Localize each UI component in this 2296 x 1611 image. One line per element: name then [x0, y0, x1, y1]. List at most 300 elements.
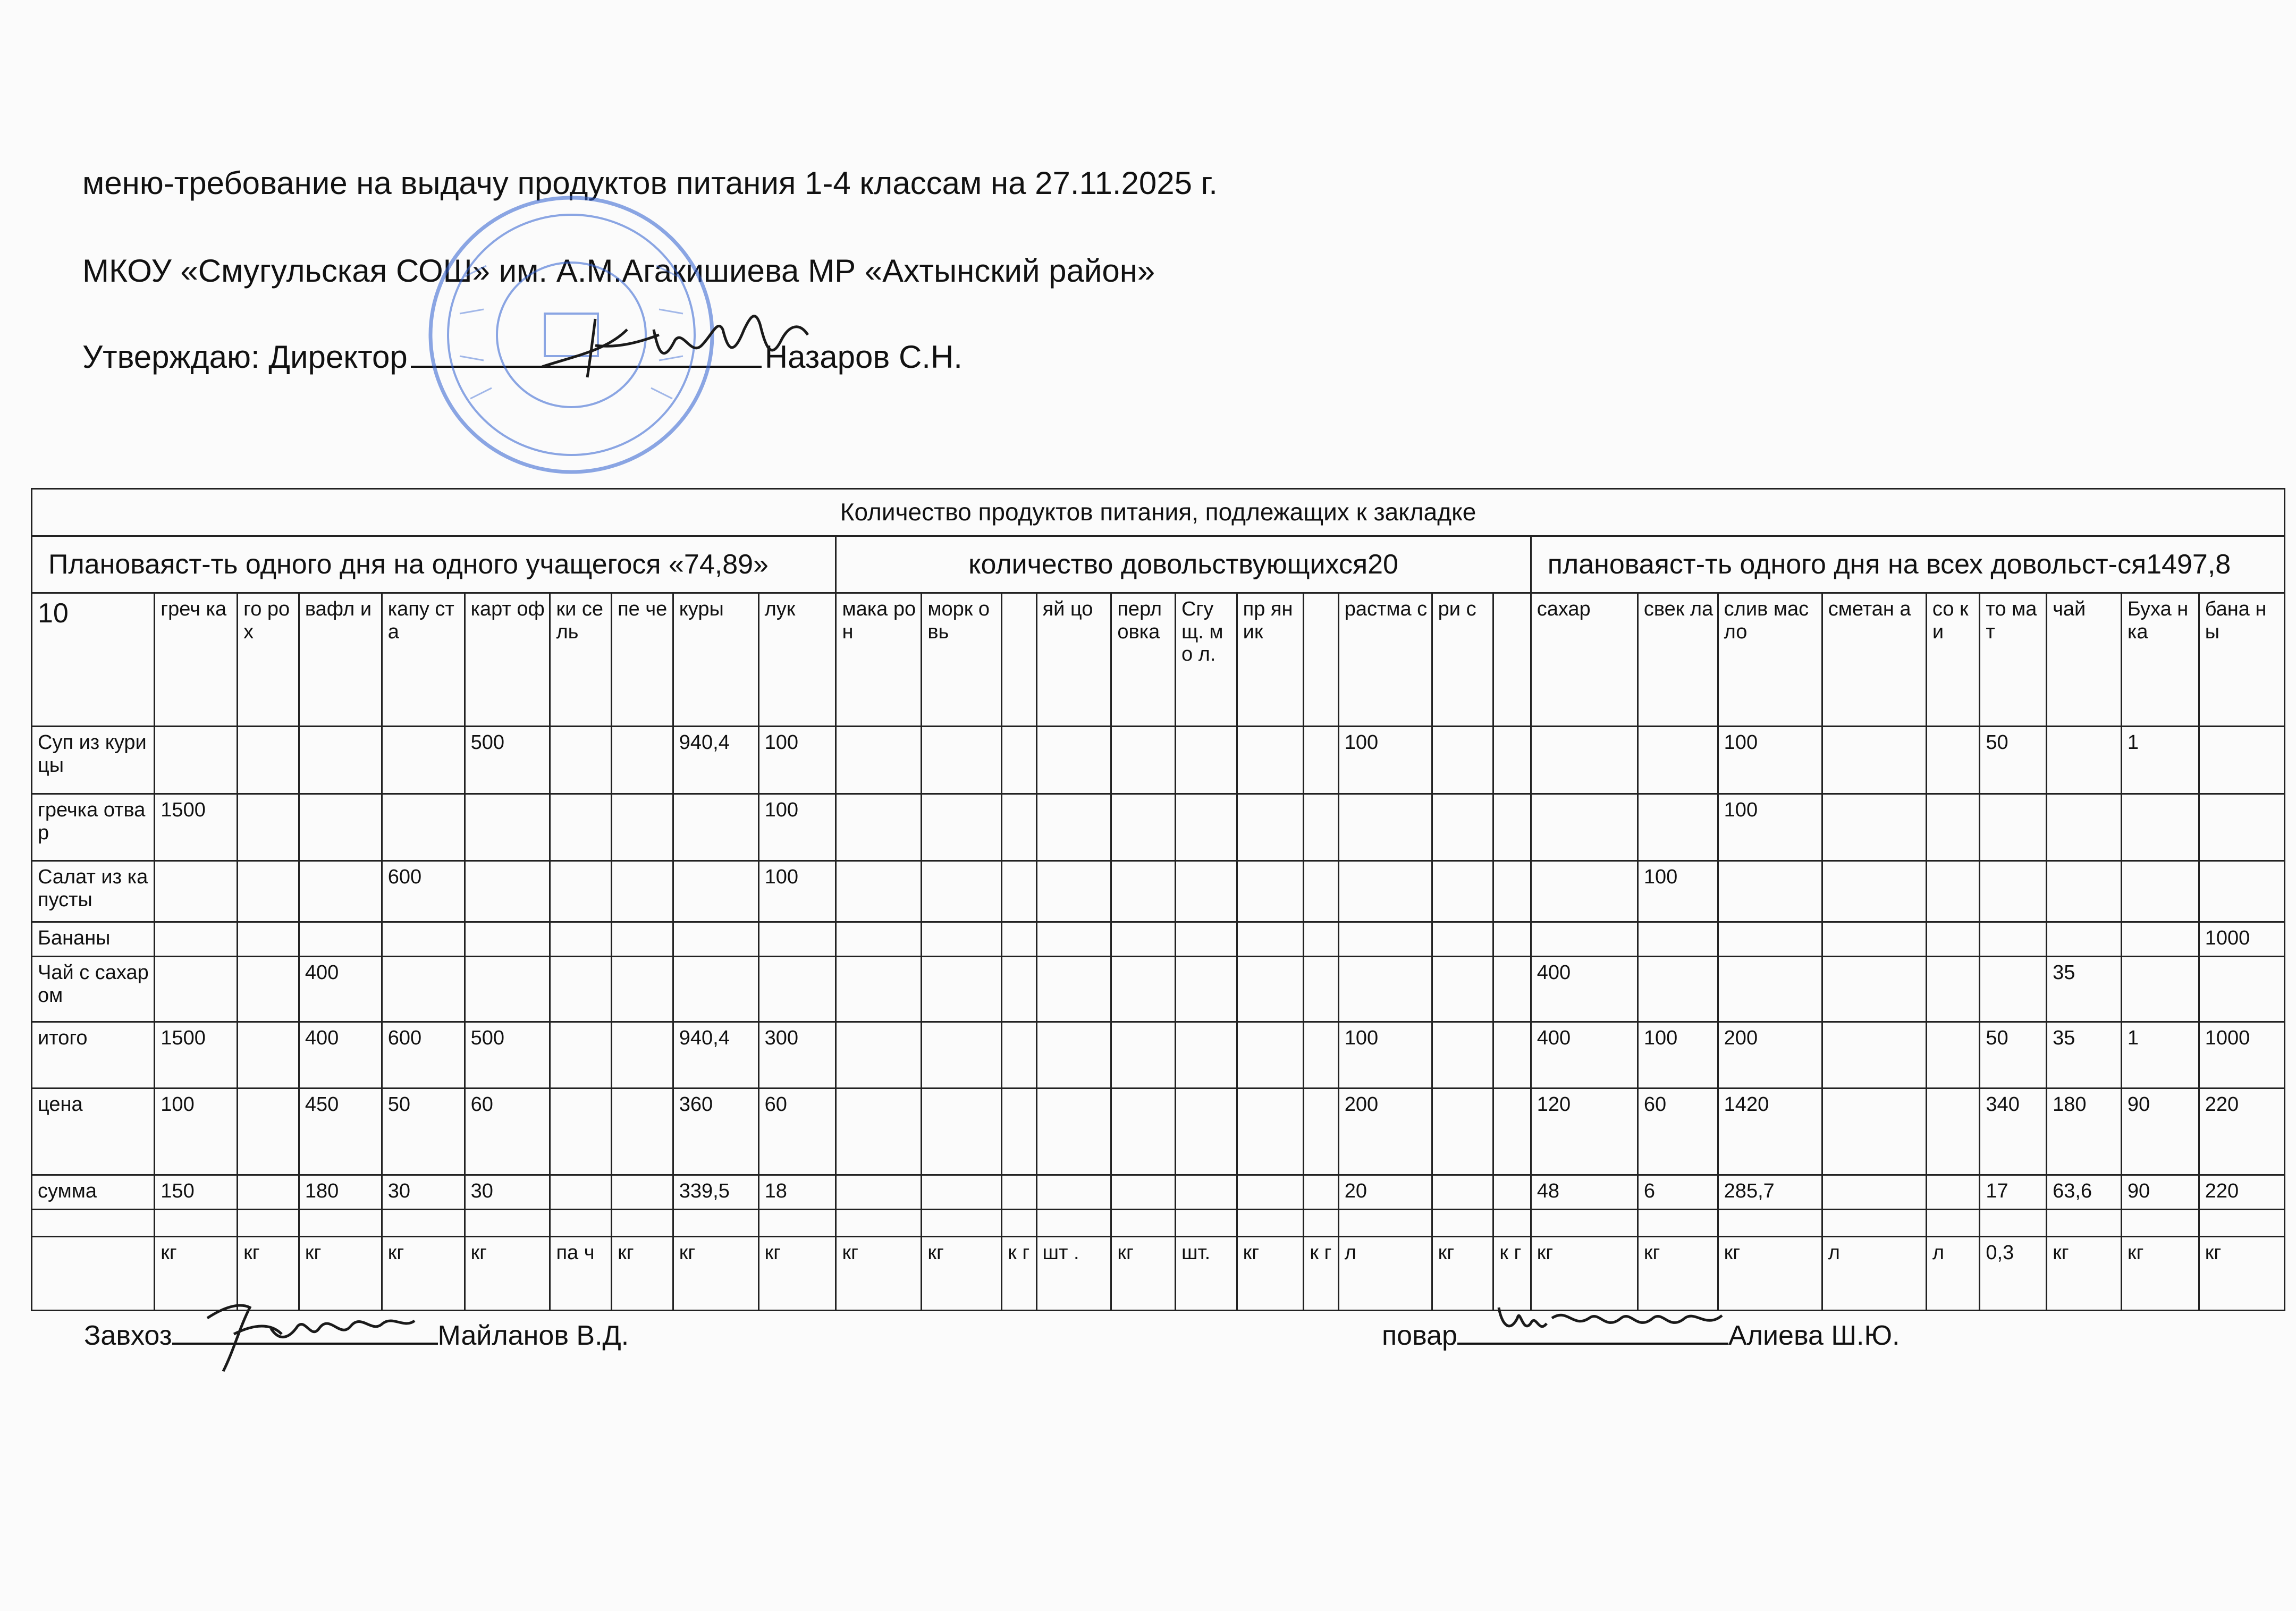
- table-cell: [1002, 1210, 1036, 1237]
- table-cell: [922, 794, 1002, 861]
- zavhoz-name: Майланов В.Д.: [437, 1320, 629, 1351]
- table-cell: [299, 922, 382, 957]
- table-cell: [836, 1089, 922, 1175]
- table-cell: [1111, 794, 1176, 861]
- unit-cell: л: [1822, 1237, 1926, 1311]
- table-cell: [1432, 1089, 1493, 1175]
- table-cell: [550, 794, 612, 861]
- table-cell: [1237, 957, 1304, 1022]
- table-cell: [1175, 1175, 1237, 1210]
- table-cell: [382, 794, 465, 861]
- table-cell: [2047, 1210, 2122, 1237]
- table-cell: [1036, 1210, 1111, 1237]
- table-cell: [1493, 957, 1531, 1022]
- table-cell: 60: [1637, 1089, 1718, 1175]
- table-cell: [1111, 861, 1176, 922]
- table-cell: [1432, 794, 1493, 861]
- table-cell: [1980, 794, 2047, 861]
- table-cell: 1000: [2199, 1022, 2284, 1089]
- unit-cell: 0,3: [1980, 1237, 2047, 1311]
- table-cell: [922, 957, 1002, 1022]
- table-cell: [1338, 861, 1432, 922]
- table-cell: 200: [1718, 1022, 1822, 1089]
- units-label: [32, 1237, 155, 1311]
- table-cell: 340: [1980, 1089, 2047, 1175]
- table-cell: [1926, 1175, 1980, 1210]
- column-header: растма с: [1338, 593, 1432, 727]
- unit-cell: кг: [299, 1237, 382, 1311]
- table-row: [32, 1089, 2285, 1175]
- table-cell: 220: [2199, 1089, 2284, 1175]
- table-cell: [836, 1022, 922, 1089]
- table-cell: 450: [299, 1089, 382, 1175]
- unit-cell: кг: [836, 1237, 922, 1311]
- table-row: [32, 957, 2285, 1022]
- table-cell: [1493, 1022, 1531, 1089]
- table-cell: [836, 957, 922, 1022]
- povar-label: повар: [1382, 1320, 1457, 1351]
- table-cell: [1111, 1210, 1176, 1237]
- table-cell: [2199, 794, 2284, 861]
- table-cell: [1036, 922, 1111, 957]
- unit-cell: кг: [673, 1237, 758, 1311]
- table-cell: 100: [758, 727, 836, 794]
- table-cell: [612, 957, 673, 1022]
- table-cell: [238, 957, 299, 1022]
- table-cell: 220: [2199, 1175, 2284, 1210]
- table-cell: 50: [1980, 1022, 2047, 1089]
- table-cell: [1036, 1175, 1111, 1210]
- table-cell: 90: [2121, 1175, 2199, 1210]
- table-cell: [1637, 794, 1718, 861]
- column-header: капу ста: [382, 593, 465, 727]
- table-cell: 400: [299, 957, 382, 1022]
- row-name: цена: [32, 1089, 155, 1175]
- table-cell: [612, 1175, 673, 1210]
- table-cell: [1237, 794, 1304, 861]
- table-cell: [238, 1175, 299, 1210]
- table-cell: [1493, 861, 1531, 922]
- row-name: итого: [32, 1022, 155, 1089]
- table-cell: [1304, 957, 1338, 1022]
- unit-cell: к г: [1002, 1237, 1036, 1311]
- table-cell: 100: [1637, 1022, 1718, 1089]
- unit-cell: кг: [1718, 1237, 1822, 1311]
- table-cell: [922, 922, 1002, 957]
- table-cell: [1822, 1089, 1926, 1175]
- table-cell: [922, 861, 1002, 922]
- table-cell: [155, 922, 238, 957]
- table-cell: [758, 1210, 836, 1237]
- row-name: гречка отвар: [32, 794, 155, 861]
- unit-cell: кг: [922, 1237, 1002, 1311]
- table-cell: 50: [1980, 727, 2047, 794]
- column-header: чай: [2047, 593, 2122, 727]
- table-cell: [1175, 1022, 1237, 1089]
- table-cell: [1304, 861, 1338, 922]
- table-cell: [922, 1175, 1002, 1210]
- table-cell: [299, 794, 382, 861]
- table-cell: [1002, 727, 1036, 794]
- table-cell: 150: [155, 1175, 238, 1210]
- column-header: пе че: [612, 593, 673, 727]
- table-cell: [1175, 794, 1237, 861]
- table-cell: [2121, 1210, 2199, 1237]
- unit-cell: кг: [758, 1237, 836, 1311]
- table-cell: [2199, 861, 2284, 922]
- table-cell: 200: [1338, 1089, 1432, 1175]
- unit-cell: к г: [1304, 1237, 1338, 1311]
- unit-cell: кг: [382, 1237, 465, 1311]
- table-cell: 940,4: [673, 727, 758, 794]
- table-cell: [299, 861, 382, 922]
- table-cell: [1304, 1210, 1338, 1237]
- table-cell: [673, 957, 758, 1022]
- table-cell: [550, 1175, 612, 1210]
- table-cell: 63,6: [2047, 1175, 2122, 1210]
- table-cell: [550, 1089, 612, 1175]
- table-cell: [1237, 922, 1304, 957]
- table-cell: [1304, 1022, 1338, 1089]
- table-cell: [1304, 727, 1338, 794]
- table-cell: [836, 922, 922, 957]
- table-cell: [1531, 1210, 1637, 1237]
- director-signature: [531, 298, 829, 393]
- table-cell: [550, 922, 612, 957]
- table-cell: [1493, 1210, 1531, 1237]
- corner-cell: 10: [32, 593, 155, 727]
- column-header: Сгу щ. мо л.: [1175, 593, 1237, 727]
- table-cell: [1926, 957, 1980, 1022]
- table-cell: [922, 1089, 1002, 1175]
- table-cell: [465, 922, 550, 957]
- table-cell: [1111, 922, 1176, 957]
- table-cell: [465, 794, 550, 861]
- unit-cell: кг: [2121, 1237, 2199, 1311]
- unit-cell: л: [1926, 1237, 1980, 1311]
- table-cell: [1822, 727, 1926, 794]
- table-cell: [673, 861, 758, 922]
- num-served: количество довольствующихся20: [836, 536, 1531, 593]
- table-cell: [1111, 1022, 1176, 1089]
- table-cell: [1822, 861, 1926, 922]
- table-cell: [1175, 922, 1237, 957]
- table-cell: [612, 1089, 673, 1175]
- table-cell: [2047, 861, 2122, 922]
- table-cell: [2047, 922, 2122, 957]
- unit-cell: кг: [1111, 1237, 1176, 1311]
- table-cell: [1980, 922, 2047, 957]
- table-cell: [1822, 794, 1926, 861]
- table-cell: [1637, 957, 1718, 1022]
- unit-cell: кг: [2047, 1237, 2122, 1311]
- table-cell: 1500: [155, 794, 238, 861]
- table-cell: [1926, 1089, 1980, 1175]
- table-cell: [1718, 1210, 1822, 1237]
- table-cell: [1002, 1089, 1036, 1175]
- unit-cell: л: [1338, 1237, 1432, 1311]
- unit-cell: кг: [2199, 1237, 2284, 1311]
- unit-cell: кг: [238, 1237, 299, 1311]
- table-cell: [2121, 794, 2199, 861]
- table-cell: 100: [155, 1089, 238, 1175]
- table-cell: [1432, 1022, 1493, 1089]
- table-cell: [1718, 957, 1822, 1022]
- table-cell: [2121, 861, 2199, 922]
- column-header: мака рон: [836, 593, 922, 727]
- table-cell: [155, 957, 238, 1022]
- table-cell: [1111, 1089, 1176, 1175]
- table-cell: [550, 727, 612, 794]
- table-cell: [155, 861, 238, 922]
- table-cell: [1175, 1210, 1237, 1237]
- table-cell: 1: [2121, 1022, 2199, 1089]
- table-cell: [2199, 1210, 2284, 1237]
- povar-name: Алиева Ш.Ю.: [1728, 1320, 1900, 1351]
- table-cell: 180: [2047, 1089, 2122, 1175]
- unit-cell: кг: [612, 1237, 673, 1311]
- table-cell: [550, 1022, 612, 1089]
- table-cell: [1002, 957, 1036, 1022]
- table-cell: [238, 861, 299, 922]
- table-cell: [1036, 1022, 1111, 1089]
- table-cell: [1002, 1175, 1036, 1210]
- table-cell: [1338, 922, 1432, 957]
- table-cell: 35: [2047, 1022, 2122, 1089]
- table-cell: [1002, 794, 1036, 861]
- column-header: сахар: [1531, 593, 1637, 727]
- unit-cell: кг: [1637, 1237, 1718, 1311]
- table-cell: [1237, 1175, 1304, 1210]
- column-header: [1002, 593, 1036, 727]
- column-header: перл овка: [1111, 593, 1176, 727]
- table-cell: [1111, 1175, 1176, 1210]
- table-cell: [2121, 922, 2199, 957]
- table-cell: [155, 1210, 238, 1237]
- table-cell: [1822, 957, 1926, 1022]
- table-cell: [550, 1210, 612, 1237]
- table-cell: [1926, 861, 1980, 922]
- table-cell: [1432, 957, 1493, 1022]
- table-cell: [1637, 727, 1718, 794]
- column-header: ки се ль: [550, 593, 612, 727]
- table-cell: 90: [2121, 1089, 2199, 1175]
- food-requirement-table: [31, 488, 2285, 1311]
- table-cell: 6: [1637, 1175, 1718, 1210]
- table-cell: 1000: [2199, 922, 2284, 957]
- table-row: [32, 1175, 2285, 1210]
- table-cell: 100: [1338, 727, 1432, 794]
- table-cell: 60: [758, 1089, 836, 1175]
- table-cell: 600: [382, 861, 465, 922]
- table-cell: [1175, 957, 1237, 1022]
- zavhoz-signature: [191, 1276, 446, 1382]
- table-cell: [1432, 1175, 1493, 1210]
- column-header: со ки: [1926, 593, 1980, 727]
- table-cell: [612, 794, 673, 861]
- table-cell: [1036, 861, 1111, 922]
- table-cell: [1175, 727, 1237, 794]
- table-cell: [836, 1210, 922, 1237]
- table-cell: [612, 922, 673, 957]
- column-header: греч ка: [155, 593, 238, 727]
- table-cell: 285,7: [1718, 1175, 1822, 1210]
- table-cell: [2047, 727, 2122, 794]
- table-cell: 400: [1531, 957, 1637, 1022]
- table-cell: 400: [299, 1022, 382, 1089]
- table-cell: [1175, 1089, 1237, 1175]
- table-cell: 100: [1637, 861, 1718, 922]
- table-cell: [1036, 727, 1111, 794]
- table-cell: [2121, 957, 2199, 1022]
- table-cell: [1237, 1089, 1304, 1175]
- table-cell: [1237, 1210, 1304, 1237]
- table-cell: [673, 1210, 758, 1237]
- column-header: бана ны: [2199, 593, 2284, 727]
- table-cell: [1304, 1175, 1338, 1210]
- table-cell: 48: [1531, 1175, 1637, 1210]
- table-cell: [836, 727, 922, 794]
- table-cell: [1822, 922, 1926, 957]
- unit-cell: шт .: [1036, 1237, 1111, 1311]
- table-cell: 17: [1980, 1175, 2047, 1210]
- table-cell: 120: [1531, 1089, 1637, 1175]
- column-header: свек ла: [1637, 593, 1718, 727]
- table-cell: 1420: [1718, 1089, 1822, 1175]
- table-caption: Количество продуктов питания, подлежащих к закладке: [32, 489, 2285, 536]
- table-cell: [1822, 1022, 1926, 1089]
- table-cell: [836, 794, 922, 861]
- table-cell: [2199, 727, 2284, 794]
- table-cell: [465, 957, 550, 1022]
- table-cell: [382, 1210, 465, 1237]
- plan-all: плановаяст-ть одного дня на всех довольст-ся1497,8: [1531, 536, 2284, 593]
- table-cell: [238, 1022, 299, 1089]
- table-cell: [922, 727, 1002, 794]
- table-cell: [1432, 727, 1493, 794]
- table-cell: [1493, 794, 1531, 861]
- table-cell: [1493, 1175, 1531, 1210]
- column-header: слив масло: [1718, 593, 1822, 727]
- table-cell: [1926, 922, 1980, 957]
- table-cell: [550, 861, 612, 922]
- table-cell: [1338, 1210, 1432, 1237]
- table-cell: [1036, 794, 1111, 861]
- unit-cell: к г: [1493, 1237, 1531, 1311]
- table-cell: [1531, 861, 1637, 922]
- table-row: [32, 922, 2285, 957]
- table-cell: [299, 727, 382, 794]
- unit-cell: кг: [155, 1237, 238, 1311]
- table-cell: [612, 861, 673, 922]
- column-header: лук: [758, 593, 836, 727]
- table-cell: [1926, 727, 1980, 794]
- director-name: Назаров С.Н.: [764, 339, 963, 375]
- table-cell: [1980, 957, 2047, 1022]
- table-cell: [1237, 861, 1304, 922]
- table-cell: [1432, 861, 1493, 922]
- zavhoz-label: Завхоз: [84, 1320, 172, 1351]
- table-cell: [1111, 957, 1176, 1022]
- table-cell: [1718, 922, 1822, 957]
- table-cell: 100: [758, 861, 836, 922]
- table-cell: 1: [2121, 727, 2199, 794]
- table-row: [32, 727, 2285, 794]
- table-cell: [155, 727, 238, 794]
- table-cell: 1500: [155, 1022, 238, 1089]
- table-cell: [465, 1210, 550, 1237]
- table-cell: 500: [465, 727, 550, 794]
- table-cell: 60: [465, 1089, 550, 1175]
- table-cell: [612, 1210, 673, 1237]
- table-cell: [238, 922, 299, 957]
- row-name: [32, 1210, 155, 1237]
- column-header: вафл и: [299, 593, 382, 727]
- table-cell: [1493, 922, 1531, 957]
- table-cell: [382, 727, 465, 794]
- table-cell: [1304, 922, 1338, 957]
- unit-cell: па ч: [550, 1237, 612, 1311]
- table-cell: 18: [758, 1175, 836, 1210]
- row-name: Чай с сахаром: [32, 957, 155, 1022]
- unit-cell: кг: [1237, 1237, 1304, 1311]
- table-row: [32, 1022, 2285, 1089]
- unit-cell: шт.: [1175, 1237, 1237, 1311]
- column-header: сметан а: [1822, 593, 1926, 727]
- row-name: Салат из капусты: [32, 861, 155, 922]
- table-cell: [836, 861, 922, 922]
- table-cell: [1304, 794, 1338, 861]
- table-cell: [1338, 794, 1432, 861]
- table-cell: 940,4: [673, 1022, 758, 1089]
- table-cell: 35: [2047, 957, 2122, 1022]
- table-cell: [1822, 1210, 1926, 1237]
- table-cell: [1036, 957, 1111, 1022]
- table-cell: [1980, 1210, 2047, 1237]
- povar-signature: [1488, 1286, 1733, 1350]
- table-cell: [1002, 861, 1036, 922]
- table-cell: 30: [465, 1175, 550, 1210]
- table-cell: [922, 1210, 1002, 1237]
- column-header: [1304, 593, 1338, 727]
- table-cell: [1002, 1022, 1036, 1089]
- table-cell: [612, 727, 673, 794]
- table-row: [32, 861, 2285, 922]
- table-cell: [238, 727, 299, 794]
- table-cell: 50: [382, 1089, 465, 1175]
- table-cell: [922, 1022, 1002, 1089]
- table-cell: [1531, 794, 1637, 861]
- row-name: Суп из курицы: [32, 727, 155, 794]
- table-cell: [1304, 1089, 1338, 1175]
- table-cell: [1175, 861, 1237, 922]
- table-cell: [238, 1089, 299, 1175]
- table-cell: 180: [299, 1175, 382, 1210]
- row-name: сумма: [32, 1175, 155, 1210]
- table-cell: [1718, 861, 1822, 922]
- table-cell: [238, 794, 299, 861]
- table-cell: [1237, 727, 1304, 794]
- column-header: морк овь: [922, 593, 1002, 727]
- table-cell: [382, 922, 465, 957]
- table-cell: [465, 861, 550, 922]
- table-cell: 30: [382, 1175, 465, 1210]
- table-cell: [1493, 727, 1531, 794]
- table-cell: [1432, 922, 1493, 957]
- column-header: то мат: [1980, 593, 2047, 727]
- column-header: пр ян ик: [1237, 593, 1304, 727]
- table-cell: 100: [758, 794, 836, 861]
